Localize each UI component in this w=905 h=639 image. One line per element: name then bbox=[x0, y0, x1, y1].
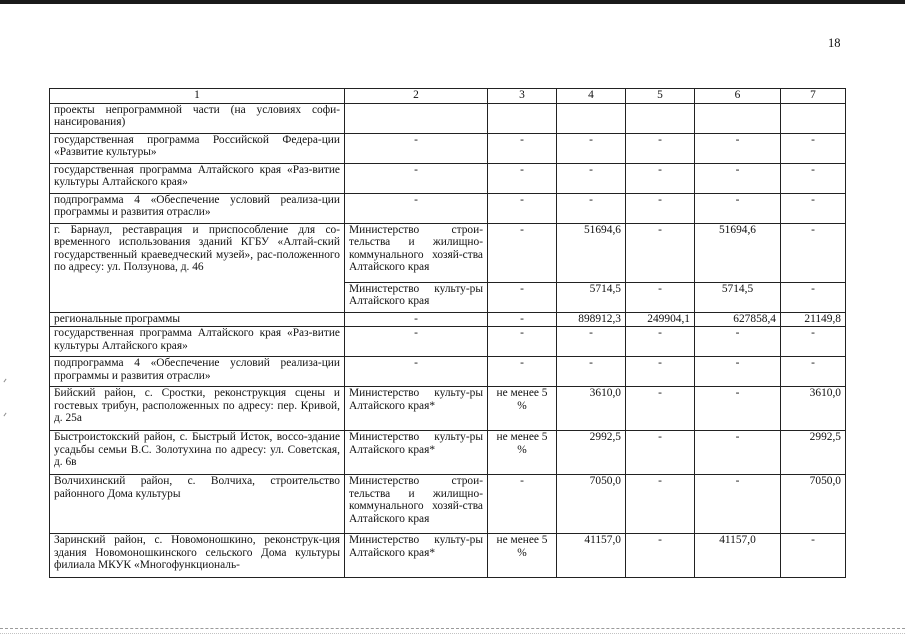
table-cell: - bbox=[626, 223, 695, 282]
table-cell: - bbox=[557, 357, 626, 387]
table-cell: - bbox=[781, 327, 846, 357]
table-cell: Министерство культу-ры Алтайского края* bbox=[345, 534, 488, 578]
table-cell: - bbox=[345, 133, 488, 163]
table-cell: - bbox=[488, 193, 557, 223]
table-cell: - bbox=[345, 312, 488, 327]
table-cell bbox=[345, 103, 488, 133]
table-cell: Министерство культу-ры Алтайского края* bbox=[345, 431, 488, 475]
table-cell: - bbox=[695, 431, 781, 475]
table-row bbox=[50, 431, 846, 475]
column-header: 7 bbox=[781, 89, 846, 104]
column-header: 2 bbox=[345, 89, 488, 104]
table-cell: - bbox=[781, 133, 846, 163]
table-cell: - bbox=[781, 282, 846, 312]
row-title: Бийский район, с. Сростки, реконструкция сцены и гостевых трибун, расположенных по адресу: пер. Кривой, д. 25а bbox=[50, 387, 345, 431]
table-cell: - bbox=[695, 387, 781, 431]
row-title: Быстроистокский район, с. Быстрый Исток, воссо-здание усадьбы семьи В.С. Золотухина по адресу: ул. Советская, д. 6в bbox=[50, 431, 345, 475]
table-row bbox=[50, 193, 846, 223]
table-cell: - bbox=[781, 534, 846, 578]
table-cell: - bbox=[345, 327, 488, 357]
table-header-row bbox=[50, 89, 846, 104]
table-row bbox=[50, 357, 846, 387]
row-title: подпрограмма 4 «Обеспечение условий реализа-ции программы и развития отрасли» bbox=[50, 357, 345, 387]
table-cell: - bbox=[626, 431, 695, 475]
table-row bbox=[50, 103, 846, 133]
table-cell: - bbox=[488, 133, 557, 163]
table-row bbox=[50, 327, 846, 357]
table-row bbox=[50, 133, 846, 163]
table-row bbox=[50, 534, 846, 578]
row-title: региональные программы bbox=[50, 312, 345, 327]
table-cell: 627858,4 bbox=[695, 312, 781, 327]
row-title: Волчихинский район, с. Волчиха, строительство районного Дома культуры bbox=[50, 475, 345, 534]
table-cell: 41157,0 bbox=[557, 534, 626, 578]
table-cell bbox=[781, 103, 846, 133]
table-cell: - bbox=[557, 193, 626, 223]
column-header: 3 bbox=[488, 89, 557, 104]
table-cell: 21149,8 bbox=[781, 312, 846, 327]
table-cell: - bbox=[781, 193, 846, 223]
row-title: подпрограмма 4 «Обеспечение условий реализа-ции программы и развития отрасли» bbox=[50, 193, 345, 223]
table-cell: - bbox=[695, 327, 781, 357]
table-cell bbox=[488, 103, 557, 133]
table-cell: - bbox=[488, 475, 557, 534]
table-cell: Министерство культу-ры Алтайского края* bbox=[345, 387, 488, 431]
scan-artifact bbox=[3, 413, 6, 417]
table-cell bbox=[626, 103, 695, 133]
table-cell: 51694,6 bbox=[695, 223, 781, 282]
table-cell: - bbox=[695, 357, 781, 387]
table-cell: Министерство культу-ры Алтайского края bbox=[345, 282, 488, 312]
table-row bbox=[50, 223, 846, 282]
table-cell: 51694,6 bbox=[557, 223, 626, 282]
table-cell: - bbox=[345, 163, 488, 193]
row-title: государственная программа Алтайского края «Раз-витие культуры Алтайского края» bbox=[50, 327, 345, 357]
table-cell: - bbox=[626, 133, 695, 163]
table-cell: - bbox=[626, 163, 695, 193]
column-header: 5 bbox=[626, 89, 695, 104]
table-row bbox=[50, 475, 846, 534]
table-cell: - bbox=[695, 193, 781, 223]
table-cell: не менее 5 % bbox=[488, 534, 557, 578]
table-cell: - bbox=[626, 475, 695, 534]
table-cell: 3610,0 bbox=[781, 387, 846, 431]
column-header: 6 bbox=[695, 89, 781, 104]
table-cell bbox=[557, 103, 626, 133]
table-cell: 3610,0 bbox=[557, 387, 626, 431]
table-row bbox=[50, 387, 846, 431]
table-cell: не менее 5 % bbox=[488, 387, 557, 431]
column-header: 4 bbox=[557, 89, 626, 104]
row-title: государственная программа Алтайского края «Раз-витие культуры Алтайского края» bbox=[50, 163, 345, 193]
table-cell: 41157,0 bbox=[695, 534, 781, 578]
table-cell: 5714,5 bbox=[557, 282, 626, 312]
table-cell: - bbox=[626, 282, 695, 312]
table-row bbox=[50, 312, 846, 327]
table-cell: - bbox=[626, 357, 695, 387]
scan-bottom-edge bbox=[0, 628, 905, 629]
table-cell: - bbox=[695, 163, 781, 193]
table-cell: - bbox=[345, 193, 488, 223]
scan-top-border bbox=[0, 0, 905, 4]
budget-table bbox=[49, 88, 846, 578]
table-cell: 5714,5 bbox=[695, 282, 781, 312]
table-cell: - bbox=[488, 312, 557, 327]
table-cell: - bbox=[695, 133, 781, 163]
scan-artifact bbox=[3, 379, 6, 383]
row-title: государственная программа Российской Федера-ции «Развитие культуры» bbox=[50, 133, 345, 163]
table-cell: 7050,0 bbox=[781, 475, 846, 534]
table-cell: - bbox=[626, 534, 695, 578]
table-cell: - bbox=[626, 327, 695, 357]
table-cell: 249904,1 bbox=[626, 312, 695, 327]
table-row bbox=[50, 163, 846, 193]
table-cell: - bbox=[488, 223, 557, 282]
table-cell: - bbox=[488, 357, 557, 387]
row-title: Заринский район, с. Новомоношкино, реконструк-ция здания Новомоношкинского сельского Дома культуры филиала МКУК «Многофункциональ- bbox=[50, 534, 345, 578]
table-cell: - bbox=[626, 193, 695, 223]
table-cell: - bbox=[488, 327, 557, 357]
table-cell: - bbox=[626, 387, 695, 431]
column-header: 1 bbox=[50, 89, 345, 104]
table-cell: - bbox=[488, 163, 557, 193]
table-cell: 898912,3 bbox=[557, 312, 626, 327]
table-cell: - bbox=[781, 357, 846, 387]
table-cell: 7050,0 bbox=[557, 475, 626, 534]
scan-bottom-edge bbox=[0, 633, 905, 634]
table-cell: Министерство строи-тельства и жилищно-коммунального хозяй-ства Алтайского края bbox=[345, 475, 488, 534]
table-cell: - bbox=[345, 357, 488, 387]
page-number: 18 bbox=[828, 36, 841, 50]
table-cell: не менее 5 % bbox=[488, 431, 557, 475]
table-cell: - bbox=[557, 163, 626, 193]
table-cell: - bbox=[488, 282, 557, 312]
table-cell: 2992,5 bbox=[781, 431, 846, 475]
table-cell: Министерство строи-тельства и жилищно-коммунального хозяй-ства Алтайского края bbox=[345, 223, 488, 282]
table-cell: - bbox=[695, 475, 781, 534]
table-cell: 2992,5 bbox=[557, 431, 626, 475]
row-title: проекты непрограммной части (на условиях софи-нансирования) bbox=[50, 103, 345, 133]
table-cell: - bbox=[781, 163, 846, 193]
row-title: г. Барнаул, реставрация и приспособление для со-временного использования зданий КГБУ «Алтай-ский государственный краеведческий музей», рас-положенного по адресу: ул. Ползунова, д. 46 bbox=[50, 223, 345, 312]
table-cell: - bbox=[781, 223, 846, 282]
table-cell: - bbox=[557, 327, 626, 357]
table-cell: - bbox=[557, 133, 626, 163]
table-cell bbox=[695, 103, 781, 133]
